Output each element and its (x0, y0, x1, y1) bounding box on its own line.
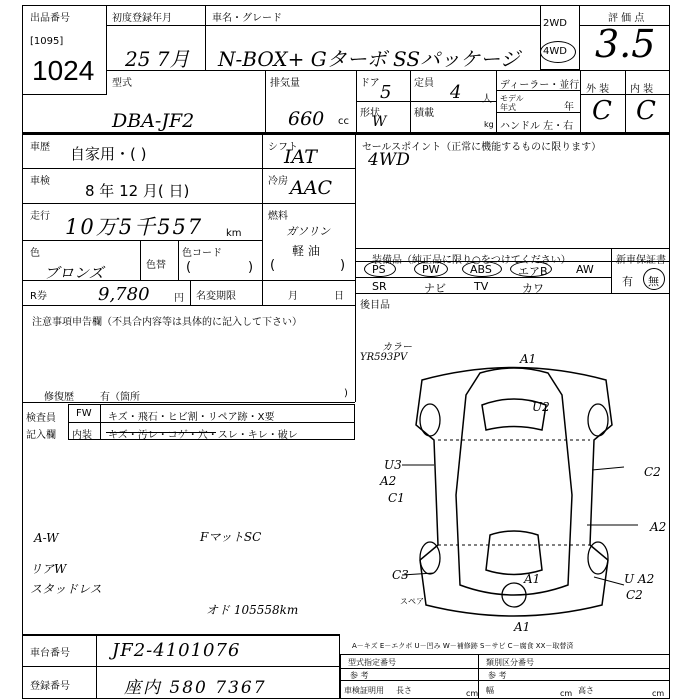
mileage-label: 走行 (30, 211, 50, 222)
drive-4wd-circle (540, 41, 576, 63)
fuel-paren-open: ( (270, 258, 276, 273)
row6-bottom (22, 280, 355, 281)
color-change-label: 色替 (146, 260, 166, 271)
model-year-label: モデル年式 (500, 94, 524, 112)
dim-height-unit: cm (652, 689, 665, 698)
mark-c1: C1 (388, 491, 405, 505)
fuel-label: 燃料 (268, 211, 288, 222)
row2-right-1 (496, 90, 580, 91)
color-sep-2 (178, 240, 179, 280)
color-sep (140, 240, 141, 280)
model-value: DBA-JF2 (112, 110, 195, 132)
dim-length: 長さ (396, 686, 412, 695)
row5-bottom (22, 240, 262, 241)
header-divider (107, 25, 540, 26)
repair-value: 有（箇所 (100, 392, 140, 403)
row4-bottom (22, 203, 355, 204)
notes-right-edge (355, 305, 356, 402)
chassis-label: 車台番号 (30, 648, 70, 659)
row7-bottom (22, 305, 355, 306)
mileage-value: 10万5千557 (65, 215, 204, 239)
load-unit: kg (484, 120, 494, 129)
capacity-value: 4 (450, 82, 462, 103)
header-vsep-1 (205, 5, 206, 70)
inspector-in: 内装 (72, 430, 92, 441)
car-body-diagram (362, 355, 667, 630)
equip-aw: AW (576, 263, 594, 276)
legend: A－キズ E－エクボ U－凹み W－補修跡 S－サビ C－腐食 XX－取替済 (352, 642, 574, 650)
mark-a2-right: A2 (650, 520, 667, 534)
score-label: 評 価 点 (608, 13, 645, 24)
ac-label: 冷房 (268, 176, 288, 187)
fuel-gas: ガソリン (286, 225, 330, 238)
selling-value: 4WD (368, 150, 410, 170)
chassis-value: JF2-4101076 (112, 640, 241, 661)
drive-2wd: 2WD (543, 18, 567, 29)
equip-leather: カワ (522, 282, 544, 295)
equip-pw: PW (422, 263, 440, 276)
door-value: 5 (380, 82, 392, 103)
recycle-value: 9,780 (98, 284, 150, 305)
class-ref: 参 考 (488, 671, 507, 680)
capacity-unit: 人 (482, 94, 492, 105)
type-cert-label: 型式指定番号 (348, 658, 396, 667)
fuel-paren-close: ) (340, 258, 346, 273)
equip-ps: PS (372, 263, 386, 276)
row2-vsep-1 (265, 70, 266, 132)
dim-height: 高さ (578, 686, 594, 695)
inspection-label: 車検 (30, 176, 50, 187)
dealer-label: ディーラー・並行 (500, 80, 580, 91)
row7-vsep (190, 280, 191, 305)
name-value: N-BOX+ Gターボ SSパッケージ (218, 47, 520, 71)
color-note-value: YR593PV (360, 352, 408, 363)
model-label: 型式 (112, 78, 132, 89)
footer-left-mid (22, 666, 340, 667)
shift-value: IAT (284, 146, 317, 168)
use-label: 車歴 (30, 142, 50, 153)
warranty-label: 新車保証書 (616, 255, 666, 266)
door-label: ドア (360, 78, 380, 89)
selling-label: セールスポイント（正常に機能するものに限ります） (362, 142, 602, 153)
reg-label: 登録番号 (30, 681, 70, 692)
row2-right-2 (496, 112, 580, 113)
int-value: C (636, 96, 656, 126)
displacement-unit: cc (338, 116, 349, 127)
ext-value: C (592, 96, 612, 126)
mark-ua2: U A2 (624, 572, 655, 586)
inspection-text: 8 年 12 月( 日) (85, 182, 190, 200)
first-reg-label: 初度登録年月 (112, 13, 172, 24)
notes-label: 注意事項申告欄（不具合内容等は具体的に記入して下さい） (32, 317, 302, 328)
spare-label: スペア (400, 597, 424, 606)
inspector-in-text: キズ・汚レ・コゲ・穴・スレ・キレ・破レ (108, 430, 298, 441)
color-value: ブロンズ (44, 264, 104, 282)
mark-u2: U2 (532, 400, 550, 414)
color-label: 色 (30, 248, 40, 259)
equip-airbag: エアB (518, 265, 548, 278)
equip-vsep (611, 248, 612, 293)
inspector-fw: FW (76, 408, 92, 419)
mileage-unit: km (226, 228, 242, 239)
note-odo: オド 105558km (206, 603, 299, 617)
equip-airbag-circle (510, 261, 552, 277)
name-label: 車名・グレード (212, 13, 282, 24)
row2-mid (356, 101, 496, 102)
fuel-diesel: 軽 油 (292, 244, 320, 258)
warranty-yes: 有 (622, 275, 633, 288)
inspector-strike (106, 432, 216, 433)
rear-seat-label: 後目品 (360, 300, 390, 311)
color-code-label: 色コード (182, 248, 222, 259)
ac-value: AAC (290, 177, 332, 199)
mark-a1-bottom: A1 (514, 620, 531, 634)
first-reg-value: 25 7月 (125, 47, 190, 71)
lot-label: 出品番号 (30, 13, 70, 24)
repair-label: 修復歴 (44, 392, 74, 403)
note-floor-mat: FマットSC (200, 530, 262, 544)
inspector-label-1: 検査員 (26, 413, 56, 424)
mark-c2-low: C2 (626, 588, 643, 602)
use-value: 自家用・( ) (70, 145, 147, 163)
col-sep-b (355, 135, 356, 305)
repair-close: ) (344, 388, 348, 399)
mark-a1-top: A1 (520, 352, 537, 366)
load-label: 積載 (414, 108, 434, 119)
lot-sub: [1095] (30, 36, 64, 47)
class-label: 類別区分番号 (486, 658, 534, 667)
color-code-paren-close: ) (248, 260, 254, 275)
score-value: 3.5 (595, 22, 656, 66)
main-divider (22, 132, 670, 135)
displacement-label: 排気量 (270, 78, 300, 89)
equip-top (355, 248, 670, 249)
ext-label: 外 装 (586, 84, 610, 95)
equip-bottom (355, 293, 670, 294)
recycle-unit: 円 (174, 293, 184, 304)
reg-value: 座内 580 7367 (124, 678, 267, 698)
equip-ps-circle (364, 261, 396, 277)
mark-c3: C3 (392, 568, 409, 582)
model-year-unit: 年 (564, 102, 574, 113)
footer-right-mid (340, 668, 670, 669)
mark-a1-mid: A1 (524, 572, 541, 586)
row2-vsep-6 (625, 70, 626, 132)
name-change-day: 日 (334, 291, 344, 302)
row2-top (107, 70, 670, 71)
type-cert-ref: 参 考 (350, 671, 369, 680)
equip-sr: SR (372, 280, 387, 293)
name-change-month: 月 (288, 291, 298, 302)
handle-label: ハンドル 左・右 (500, 121, 574, 132)
color-code-paren-open: ( (186, 260, 192, 275)
mark-a2-left: A2 (380, 474, 397, 488)
inspector-fw-text: キズ・飛石・ヒビ割・リペア跡・X要 (108, 412, 275, 423)
dim-length-unit: cm (466, 689, 479, 698)
mark-u3: U3 (384, 458, 402, 472)
equip-tv: TV (474, 280, 489, 293)
shape-label: 形状 (360, 108, 380, 119)
inspector-label-2: 記入欄 (26, 430, 56, 441)
warranty-no-circle (643, 268, 665, 290)
notes-bottom (22, 402, 355, 403)
note-line-rear-w: リアW (30, 562, 67, 576)
cert-label: 車検証明用 (344, 686, 384, 695)
row2-vsep-5 (580, 70, 581, 132)
warranty-no: 無 (648, 275, 659, 288)
note-line-studless: スタッドレス (30, 582, 102, 596)
equipment-label: 装備品（純正品に限り○をつけてください） (372, 255, 571, 266)
row3-bottom (22, 168, 355, 169)
note-line-aw: A-W (34, 531, 59, 545)
color-note-label: カラー (382, 342, 412, 353)
int-label: 内 装 (630, 84, 654, 95)
equip-row2 (355, 277, 611, 278)
equip-abs-circle (462, 261, 502, 277)
capacity-label: 定員 (414, 78, 434, 89)
mark-c2-right: C2 (644, 465, 661, 479)
equip-abs: ABS (470, 263, 492, 276)
dim-width-unit: cm (560, 689, 573, 698)
equip-navi: ナビ (424, 282, 446, 295)
displacement-value: 660 (288, 108, 325, 130)
equip-row1 (355, 261, 670, 262)
recycle-label: R券 (30, 291, 47, 302)
drive-4wd: 4WD (543, 46, 567, 57)
row2-vsep-4 (496, 70, 497, 132)
equip-pw-circle (414, 261, 448, 277)
name-change-label: 名変期限 (196, 291, 236, 302)
dim-width: 幅 (486, 686, 494, 695)
inspector-vsep (100, 404, 101, 440)
shape-value: W (372, 114, 387, 130)
lot-number: 1024 (32, 55, 95, 86)
shift-label: シフト (268, 142, 298, 153)
